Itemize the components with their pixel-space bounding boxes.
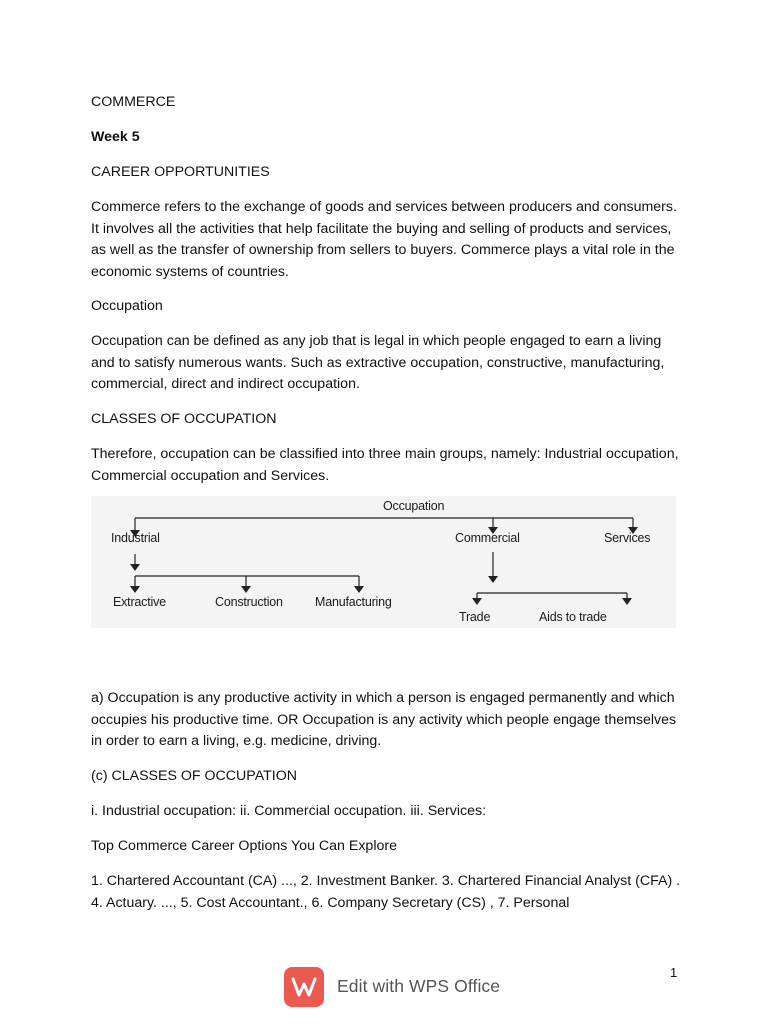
diagram-commercial-label: Commercial xyxy=(455,531,520,545)
edit-with-wps-button[interactable] xyxy=(284,964,514,1010)
topic-heading: CAREER OPPORTUNITIES xyxy=(91,164,270,180)
industrial-down-arrowhead xyxy=(130,564,140,571)
wps-label: Edit with WPS Office xyxy=(337,976,501,997)
classes-paragraph: Therefore, occupation can be classified into three main groups, namely: Industrial occupation, Commercial occupation and Services. xyxy=(91,446,679,484)
diagram-root-label: Occupation xyxy=(383,499,445,513)
manufacturing-arrowhead xyxy=(354,586,364,593)
week-label: Week 5 xyxy=(91,129,140,145)
occupation-definition-text: can be defined as any job that is legal in which people engaged to earn a living and to satisfy numerous wants. Such as extractive occupation, constructive, manufacturing, commercial, direct and indirect occupation. xyxy=(91,333,665,392)
subject-title: COMMERCE xyxy=(91,94,176,110)
aids-arrowhead xyxy=(622,598,632,605)
commercial-down-arrowhead xyxy=(488,576,498,583)
career-list: 1. Chartered Accountant (CA) ..., 2. Investment Banker. 3. Chartered Financial Analyst (CFA) . 4. Actuary. ..., 5. Cost Accountant., 6. Company Secretary (CS) , 7. Personal xyxy=(91,873,681,911)
classes-heading: CLASSES OF OCCUPATION xyxy=(91,411,277,427)
construction-arrowhead xyxy=(241,586,251,593)
diagram-industrial-label: Industrial xyxy=(111,531,160,545)
diagram-aids-label: Aids to trade xyxy=(539,610,607,624)
diagram-construction-label: Construction xyxy=(215,595,283,609)
diagram-extractive-label: Extractive xyxy=(113,595,166,609)
career-heading: Top Commerce Career Options You Can Explore xyxy=(91,838,397,854)
intro-paragraph: Commerce refers to the exchange of goods and services between producers and consumers. It involves all the activities that help facilitate the buying and selling of products and services, as well as the transfer of ownership from sellers to buyers. Commerce plays a vital role in the economic systems of countries. xyxy=(91,199,677,280)
diagram-manufacturing-label: Manufacturing xyxy=(315,595,392,609)
occupation-diagram xyxy=(91,496,676,628)
classes-heading-c: (c) CLASSES OF OCCUPATION xyxy=(91,768,298,784)
page-number: 1 xyxy=(670,965,678,980)
wps-logo-icon xyxy=(284,967,324,1007)
paragraph-a: a) Occupation is any productive activity in which a person is engaged permanently and which occupies his productive time. OR Occupation is any activity which people engage themselves in order to earn a living, e.g. medicine, driving. xyxy=(91,690,677,749)
occupation-heading: Occupation xyxy=(91,298,163,314)
classes-list: i. Industrial occupation: ii. Commercial occupation. iii. Services: xyxy=(91,803,487,819)
diagram-services-label: Services xyxy=(604,531,651,545)
occupation-term: Occupation xyxy=(91,333,163,349)
occupation-definition xyxy=(91,331,681,396)
trade-arrowhead xyxy=(472,598,482,605)
diagram-trade-label: Trade xyxy=(459,610,491,624)
extractive-arrowhead xyxy=(130,586,140,593)
